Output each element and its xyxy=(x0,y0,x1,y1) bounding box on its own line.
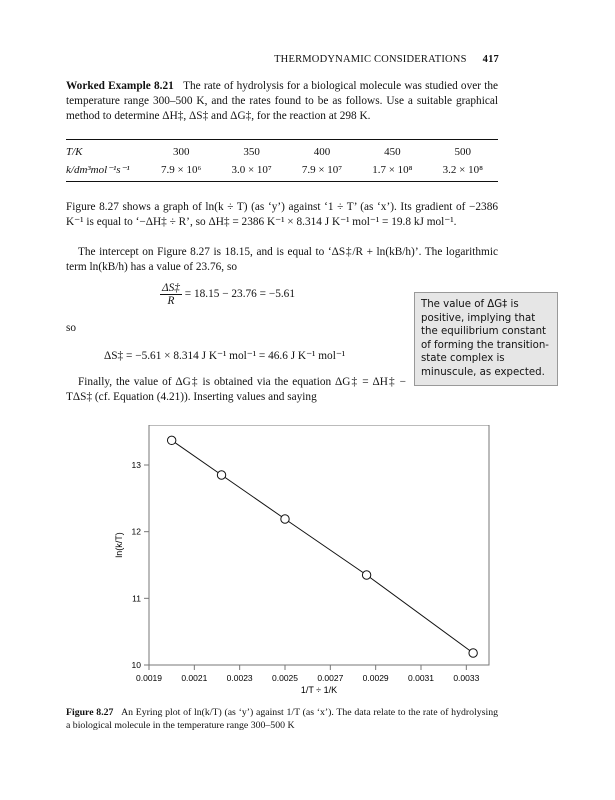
plot-frame xyxy=(149,425,489,665)
y-tick-label: 11 xyxy=(132,593,141,604)
table-cell: 3.2 × 10⁸ xyxy=(442,163,483,176)
data-point xyxy=(362,571,370,579)
x-tick-label: 0.0019 xyxy=(136,673,162,683)
x-tick-label: 0.0021 xyxy=(181,673,208,683)
data-point xyxy=(281,515,289,523)
y-tick-label: 12 xyxy=(131,526,141,537)
equation-denominator: R xyxy=(167,295,175,307)
data-table xyxy=(66,139,498,182)
equation-entropy-ratio xyxy=(160,282,295,307)
equation-entropy-value: ΔS‡ = −5.61 × 8.314 J K⁻¹ mol⁻¹ = 46.6 J K⁻¹ mol⁻¹ xyxy=(104,350,346,362)
running-title: THERMODYNAMIC CONSIDERATIONS xyxy=(274,54,467,65)
row-label-rate: k/dm³mol⁻¹s⁻¹ xyxy=(66,164,130,176)
x-tick-label: 0.0029 xyxy=(362,673,389,683)
margin-note: The value of ΔG‡ is positive, implying that the equilibrium constant of forming the transition-state complex is minuscule, as expected. xyxy=(414,292,558,386)
data-point xyxy=(167,436,175,444)
x-tick-label: 0.0027 xyxy=(317,673,344,683)
example-label: Worked Example 8.21 xyxy=(66,80,174,92)
figure-caption xyxy=(66,706,498,732)
table-cell: 7.9 × 10⁷ xyxy=(301,163,343,176)
x-tick-label: 0.0033 xyxy=(453,673,480,683)
y-tick-label: 13 xyxy=(131,460,141,470)
x-tick-label: 0.0023 xyxy=(226,673,253,683)
table-row xyxy=(66,159,498,182)
row-label-temperature: T/K xyxy=(66,146,83,158)
table-cell: 1.7 × 10⁸ xyxy=(372,163,413,176)
series-line xyxy=(172,440,473,653)
table-cell: 7.9 × 10⁶ xyxy=(161,163,202,176)
running-header xyxy=(274,54,499,65)
body-paragraph-3: Finally, the value of ΔG‡ is obtained via the equation ΔG‡ = ΔH‡ − TΔS‡ (cf. Equation (4.21)). Inserting values and saying xyxy=(66,376,406,404)
table-cell: 300 xyxy=(172,146,190,158)
caption-text: An Eyring plot of ln(k/T) (as ‘y’) against 1/T (as ‘x’). The data relate to the rate of hydrolysing a biological molecule in the temperature range 300–500 K xyxy=(66,707,498,731)
data-point xyxy=(469,649,477,657)
body-paragraph-1: Figure 8.27 shows a graph of ln(k ÷ T) (as ‘y’) against ‘1 ÷ T’ (as ‘x’). Its gradient of −2386 K⁻¹ is equal to ‘−ΔH‡ ÷ R’, so ΔH‡ = 2386 K⁻¹ × 8.314 J K⁻¹ mol⁻¹ = 19.8 kJ mol⁻¹. xyxy=(66,201,498,229)
table-row xyxy=(66,140,498,160)
table-cell: 350 xyxy=(243,146,260,158)
so-word: so xyxy=(66,322,77,334)
data-point xyxy=(217,471,225,479)
eyring-plot xyxy=(110,425,500,700)
x-tick-label: 0.0025 xyxy=(272,673,298,683)
y-tick-label: 10 xyxy=(131,660,141,670)
body-paragraph-2: The intercept on Figure 8.27 is 18.15, and is equal to ‘ΔS‡/R + ln(kB/h)’. The logarithmic term ln(kB/h) has a value of 23.76, so xyxy=(66,246,498,274)
x-tick-label: 0.0031 xyxy=(408,673,434,683)
table-cell: 3.0 × 10⁷ xyxy=(231,163,272,176)
table-cell: 400 xyxy=(313,146,331,158)
worked-example xyxy=(66,79,498,125)
equation-rhs: = 18.15 − 23.76 = −5.61 xyxy=(184,288,295,301)
example-text: The rate of hydrolysis for a biological molecule was studied over the temperature range 300–500 K, and the rates found to be as follows. Use a suitable graphical method to determine ΔH‡, ΔS‡ and ΔG‡, for the reaction at 298 K. xyxy=(66,80,498,123)
table-cell: 500 xyxy=(454,146,472,158)
caption-label: Figure 8.27 xyxy=(66,707,114,718)
page-number: 417 xyxy=(482,54,499,65)
equation-numerator: ΔS‡ xyxy=(162,282,180,294)
y-axis-label: ln(k/T) xyxy=(114,532,124,558)
x-axis-label: 1/T ÷ 1/K xyxy=(300,685,338,695)
table-cell: 450 xyxy=(384,146,401,158)
